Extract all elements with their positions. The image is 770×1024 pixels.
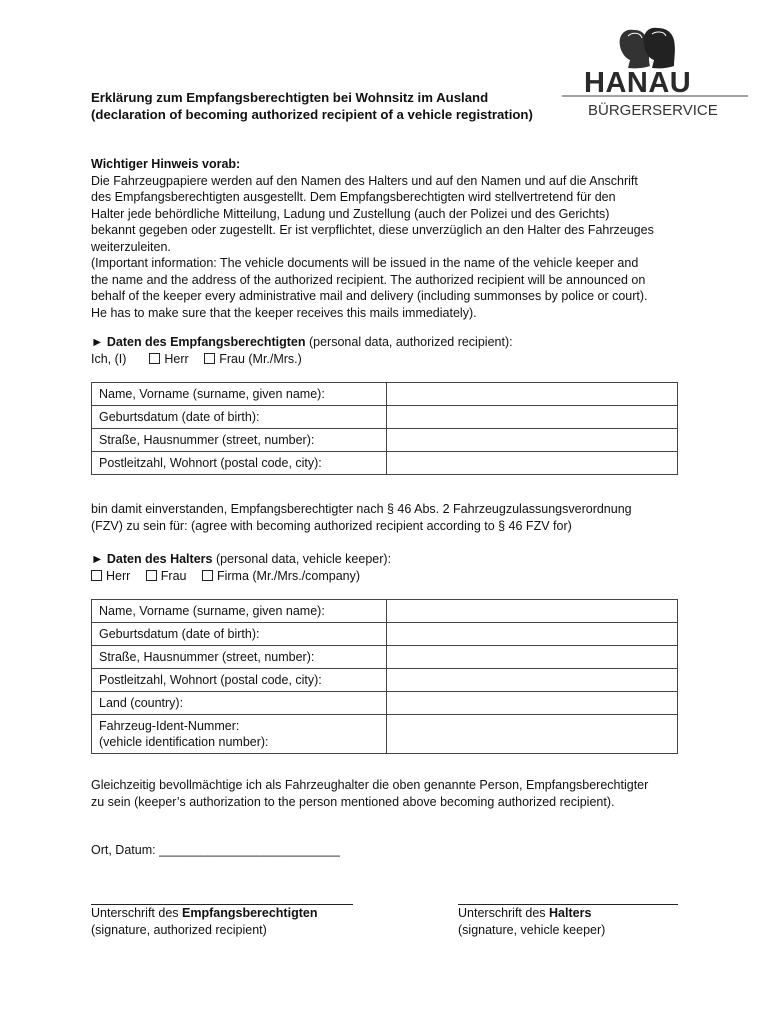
keeper-heading-bold: Daten des Halters [106, 552, 213, 566]
row-label: Name, Vorname (surname, given name): [92, 383, 387, 406]
keeper-heading-rest: (personal data, vehicle keeper): [212, 552, 392, 566]
recipient-heading-rest: (personal data, authorized recipient): [305, 335, 513, 349]
option-frau[interactable]: Frau (Mr./Mrs.) [204, 352, 302, 366]
notice-german-line: bekannt gegeben oder zugestellt. Er ist verpflichtet, diese unverzüglich an den Halter des Fahrzeuges [91, 223, 654, 237]
table-row [92, 383, 678, 406]
ich-label: Ich, (I) [91, 352, 127, 366]
arrow-icon: ► [91, 552, 104, 566]
checkbox[interactable] [91, 570, 102, 581]
notice-heading: Wichtiger Hinweis vorab: [91, 157, 241, 171]
table-row [92, 600, 678, 623]
name-field[interactable] [387, 383, 678, 406]
table-row [92, 646, 678, 669]
arrow-icon: ► [91, 335, 104, 349]
row-label: Geburtsdatum (date of birth): [92, 623, 387, 646]
signature-keeper: Unterschrift des Halters (signature, vehicle keeper) [458, 904, 678, 938]
name-field[interactable] [387, 600, 678, 623]
city-field[interactable] [387, 669, 678, 692]
keeper-table [91, 599, 678, 754]
recipient-table [91, 382, 678, 475]
checkbox[interactable] [202, 570, 213, 581]
table-row [92, 452, 678, 475]
notice-english-line: the name and the address of the authorized recipient. The authorized recipient will be announced on [91, 272, 646, 287]
row-label: Fahrzeug-Ident-Nummer: (vehicle identification number): [92, 715, 387, 754]
checkbox[interactable] [146, 570, 157, 581]
place-date-field[interactable]: __________________________ [159, 843, 340, 857]
row-label: Straße, Hausnummer (street, number): [92, 429, 387, 452]
agreement-text: bin damit einverstanden, Empfangsberechtigter nach § 46 Abs. 2 Fahrzeugzulassungsverordnung (FZV) zu sein für: (agree with becoming authorized recipient according to § 46 FZV for) [91, 502, 632, 533]
place-date [91, 842, 340, 859]
title-line-1: Erklärung zum Empfangsberechtigten bei Wohnsitz im Ausland [91, 90, 489, 105]
notice-german-line: Halter jede behördliche Mitteilung, Ladung und Zustellung (auch der Polizei und des Gerichts) [91, 206, 610, 221]
table-row [92, 406, 678, 429]
row-label: Postleitzahl, Wohnort (postal code, city): [92, 669, 387, 692]
title-line-2: (declaration of becoming authorized recipient of a vehicle registration) [91, 107, 533, 122]
hanau-logo [562, 22, 752, 122]
street-field[interactable] [387, 646, 678, 669]
option-frau[interactable]: Frau [146, 569, 187, 583]
row-label: Geburtsdatum (date of birth): [92, 406, 387, 429]
notice-english-line: behalf of the keeper every administrative mail and delivery (including summonses by police or court). [91, 289, 648, 303]
recipient-heading-bold: Daten des Empfangsberechtigten [106, 335, 306, 349]
option-herr[interactable]: Herr [149, 352, 188, 366]
birthdate-field[interactable] [387, 623, 678, 646]
row-label: Land (country): [92, 692, 387, 715]
row-label: Straße, Hausnummer (street, number): [92, 646, 387, 669]
signature-recipient: Unterschrift des Empfangsberechtigten (signature, authorized recipient) [91, 904, 353, 938]
notice-german-line: Die Fahrzeugpapiere werden auf den Namen des Halters und auf den Namen und auf die Anschrift [91, 173, 638, 188]
keeper-section-heading [91, 551, 391, 585]
notice-english-line: He has to make sure that the keeper receives this mails immediately). [91, 305, 477, 320]
notice-english-line: (Important information: The vehicle documents will be issued in the name of the vehicle keeper and [91, 256, 639, 270]
logo-name: HANAU [584, 67, 692, 99]
recipient-section-heading [91, 334, 513, 368]
row-label: Name, Vorname (surname, given name): [92, 600, 387, 623]
checkbox[interactable] [204, 353, 215, 364]
notice-german-line: weiterzuleiten. [91, 239, 171, 254]
place-date-label: Ort, Datum: [91, 843, 160, 857]
authorization-text: Gleichzeitig bevollmächtige ich als Fahrzeughalter die oben genannte Person, Empfangsberechtigter zu sein (keeper’s authorization to the person mentioned above becoming authorized recipient). [91, 778, 649, 809]
table-row [92, 715, 678, 754]
table-row [92, 429, 678, 452]
city-field[interactable] [387, 452, 678, 475]
table-row [92, 623, 678, 646]
row-label: Postleitzahl, Wohnort (postal code, city): [92, 452, 387, 475]
checkbox[interactable] [149, 353, 160, 364]
option-firma[interactable]: Firma (Mr./Mrs./company) [202, 569, 360, 583]
table-row [92, 669, 678, 692]
table-row [92, 692, 678, 715]
grimm-brothers-portrait-icon [562, 22, 752, 122]
option-herr[interactable]: Herr [91, 569, 130, 583]
logo-subtitle: BÜRGERSERVICE [588, 102, 718, 119]
birthdate-field[interactable] [387, 406, 678, 429]
country-field[interactable] [387, 692, 678, 715]
document-title [91, 89, 533, 123]
notice-german-line: des Empfangsberechtigten ausgestellt. Dem Empfangsberechtigten wird stellvertretend für den [91, 190, 616, 204]
important-notice [91, 156, 691, 321]
vin-field[interactable] [387, 715, 678, 754]
street-field[interactable] [387, 429, 678, 452]
